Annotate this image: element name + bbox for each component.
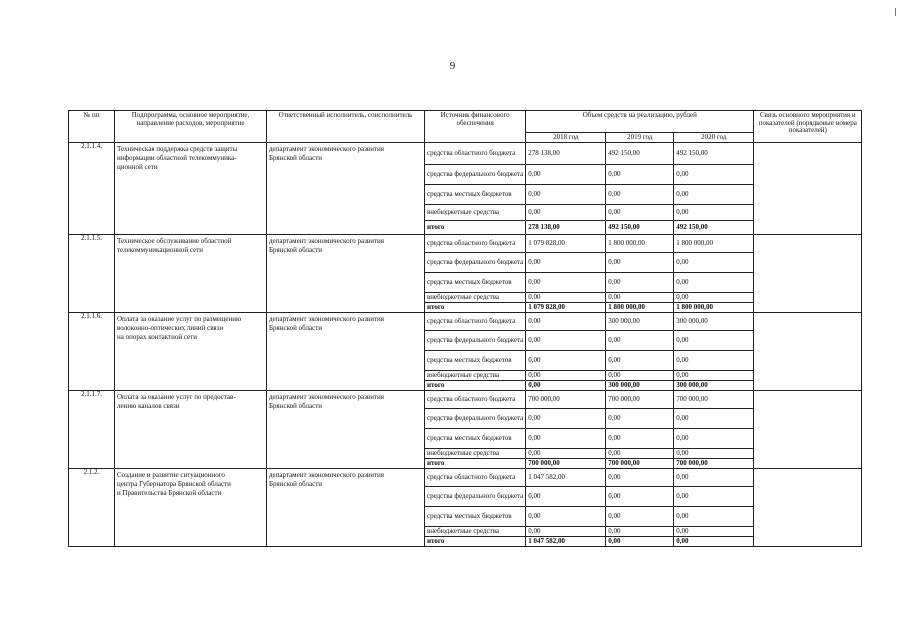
value-2020: 0,00: [674, 537, 754, 547]
funding-source: итого: [425, 303, 526, 313]
funding-source: средства местных бюджетов: [425, 351, 526, 371]
item-name-line: центра Губернатора Брянской области: [117, 480, 231, 488]
row-regional-budget: [69, 143, 862, 165]
funding-source: средства федерального бюджета: [425, 487, 526, 507]
item-name: [115, 469, 267, 547]
item-name-line: и Правительства Брянской области: [117, 489, 222, 497]
value-2018: 0,00: [526, 165, 606, 185]
funding-source: средства федерального бюджета: [425, 253, 526, 273]
row-regional-budget: [69, 469, 862, 487]
value-2019: 0,00: [606, 409, 674, 429]
value-2018: 0,00: [526, 185, 606, 205]
item-executor-line: Брянской области: [269, 246, 323, 254]
value-2020: 0,00: [674, 331, 754, 351]
value-2020: 700 000,00: [674, 459, 754, 469]
value-2018: 0,00: [526, 313, 606, 331]
value-2020: 492 150,00: [674, 143, 754, 165]
value-2018: 1 079 828,00: [526, 303, 606, 313]
header-executor: Ответственный исполнитель, соисполнитель: [267, 111, 425, 143]
header-indicators: Связь основного мероприятия и показателей (порядковые номера показателей): [754, 111, 862, 143]
item-executor-line: Брянской области: [269, 402, 323, 410]
item-indicators: [754, 143, 862, 235]
value-2018: 0,00: [526, 331, 606, 351]
item-name-line: телекоммуникационной сети: [117, 246, 204, 254]
value-2018: 0,00: [526, 293, 606, 303]
value-2020: 0,00: [674, 449, 754, 459]
value-2020: 0,00: [674, 165, 754, 185]
value-2020: 0,00: [674, 409, 754, 429]
row-regional-budget: [69, 391, 862, 409]
item-name-line: Техническое обслуживание областной: [117, 237, 232, 245]
item-name-line: Оплата за оказание услуг по размещению: [117, 315, 242, 323]
funding-source: средства местных бюджетов: [425, 507, 526, 527]
value-2020: 0,00: [674, 253, 754, 273]
item-executor-line: департамент экономического развития: [269, 393, 384, 401]
value-2018: 0,00: [526, 429, 606, 449]
value-2019: 0,00: [606, 293, 674, 303]
budget-table: [68, 110, 862, 547]
item-executor: [267, 235, 425, 313]
value-2019: 0,00: [606, 351, 674, 371]
funding-source: итого: [425, 537, 526, 547]
funding-source: внебюджетные средства: [425, 205, 526, 221]
item-indicators: [754, 235, 862, 313]
value-2019: 700 000,00: [606, 459, 674, 469]
item-executor-line: департамент экономического развития: [269, 471, 384, 479]
value-2019: 0,00: [606, 469, 674, 487]
value-2020: 0,00: [674, 351, 754, 371]
item-name: [115, 235, 267, 313]
value-2018: 0,00: [526, 409, 606, 429]
item-indicators: [754, 469, 862, 547]
item-name-line: ционной сети: [117, 163, 158, 171]
funding-source: итого: [425, 459, 526, 469]
item-executor-line: Брянской области: [269, 324, 323, 332]
funding-source: внебюджетные средства: [425, 527, 526, 537]
item-code: 2.1.1.5.: [69, 235, 115, 313]
item-executor-line: департамент экономического развития: [269, 315, 384, 323]
item-name: [115, 313, 267, 391]
item-executor-line: Брянской области: [269, 480, 323, 488]
item-executor: [267, 143, 425, 235]
value-2020: 0,00: [674, 527, 754, 537]
item-name-line: Техническая поддержка средств защиты: [117, 145, 238, 153]
value-2018: 1 079 828,00: [526, 235, 606, 253]
value-2019: 0,00: [606, 527, 674, 537]
value-2019: 1 800 000,00: [606, 303, 674, 313]
value-2020: 0,00: [674, 205, 754, 221]
value-2018: 0,00: [526, 273, 606, 293]
funding-source: средства местных бюджетов: [425, 273, 526, 293]
value-2018: 0,00: [526, 351, 606, 371]
value-2020: 0,00: [674, 371, 754, 381]
value-2020: 300 000,00: [674, 313, 754, 331]
value-2019: 1 800 000,00: [606, 235, 674, 253]
header-num: № пп: [69, 111, 115, 143]
item-name: [115, 143, 267, 235]
funding-source: средства областного бюджета: [425, 391, 526, 409]
value-2019: 0,00: [606, 429, 674, 449]
item-name-line: Оплата за оказание услуг по предостав-: [117, 393, 236, 401]
funding-source: средства федерального бюджета: [425, 409, 526, 429]
item-executor-line: департамент экономического развития: [269, 237, 384, 245]
value-2020: 492 150,00: [674, 221, 754, 235]
value-2018: 278 138,00: [526, 221, 606, 235]
item-code: 2.1.1.6.: [69, 313, 115, 391]
funding-source: средства областного бюджета: [425, 235, 526, 253]
value-2018: 0,00: [526, 507, 606, 527]
item-executor: [267, 313, 425, 391]
value-2020: 0,00: [674, 469, 754, 487]
value-2019: 700 000,00: [606, 391, 674, 409]
page-edge-mark: [895, 8, 896, 16]
item-indicators: [754, 313, 862, 391]
value-2018: 0,00: [526, 527, 606, 537]
value-2018: 0,00: [526, 205, 606, 221]
funding-source: внебюджетные средства: [425, 371, 526, 381]
funding-source: внебюджетные средства: [425, 449, 526, 459]
value-2018: 700 000,00: [526, 459, 606, 469]
value-2018: 0,00: [526, 449, 606, 459]
item-code: 2.1.1.7.: [69, 391, 115, 469]
funding-source: средства областного бюджета: [425, 469, 526, 487]
value-2018: 0,00: [526, 253, 606, 273]
funding-source: средства местных бюджетов: [425, 185, 526, 205]
value-2019: 0,00: [606, 205, 674, 221]
value-2019: 492 150,00: [606, 143, 674, 165]
header-name: Подпрограмма, основное мероприятие, направление расходов, мероприятие: [115, 111, 267, 143]
funding-source: средства областного бюджета: [425, 143, 526, 165]
funding-source: итого: [425, 221, 526, 235]
value-2019: 0,00: [606, 253, 674, 273]
value-2018: 278 138,00: [526, 143, 606, 165]
value-2019: 0,00: [606, 165, 674, 185]
header-year-2018: 2018 год: [526, 133, 606, 143]
item-name-line: лению каналов связи: [117, 402, 180, 410]
value-2020: 700 000,00: [674, 391, 754, 409]
funding-source: средства областного бюджета: [425, 313, 526, 331]
value-2018: 0,00: [526, 487, 606, 507]
value-2019: 300 000,00: [606, 313, 674, 331]
item-name-line: информации областной телекоммуника-: [117, 154, 237, 162]
row-regional-budget: [69, 235, 862, 253]
value-2019: 492 150,00: [606, 221, 674, 235]
item-executor-line: Брянской области: [269, 154, 323, 162]
value-2018: 1 047 582,00: [526, 537, 606, 547]
item-code: 2.1.2.: [69, 469, 115, 547]
item-name-line: на опорах контактной сети: [117, 333, 197, 341]
value-2019: 300 000,00: [606, 381, 674, 391]
value-2020: 0,00: [674, 293, 754, 303]
value-2019: 0,00: [606, 371, 674, 381]
header-volume: Объем средств на реализацию, рублей: [526, 111, 754, 133]
value-2019: 0,00: [606, 449, 674, 459]
value-2020: 0,00: [674, 507, 754, 527]
page-number: 9: [449, 60, 456, 72]
value-2018: 0,00: [526, 371, 606, 381]
value-2019: 0,00: [606, 331, 674, 351]
value-2020: 0,00: [674, 487, 754, 507]
value-2018: 0,00: [526, 381, 606, 391]
funding-source: внебюджетные средства: [425, 293, 526, 303]
row-regional-budget: [69, 313, 862, 331]
value-2019: 0,00: [606, 273, 674, 293]
header-year-2020: 2020 год: [674, 133, 754, 143]
value-2020: 1 800 000,00: [674, 303, 754, 313]
funding-source: средства федерального бюджета: [425, 331, 526, 351]
value-2020: 1 800 000,00: [674, 235, 754, 253]
item-executor: [267, 469, 425, 547]
value-2019: 0,00: [606, 507, 674, 527]
table-body: [69, 143, 862, 547]
header-year-2019: 2019 год: [606, 133, 674, 143]
value-2019: 0,00: [606, 537, 674, 547]
item-executor-line: департамент экономического развития: [269, 145, 384, 153]
value-2018: 700 000,00: [526, 391, 606, 409]
item-name: [115, 391, 267, 469]
value-2020: 0,00: [674, 273, 754, 293]
value-2018: 1 047 582,00: [526, 469, 606, 487]
item-name-line: волоконно-оптических линий связи: [117, 324, 224, 332]
item-code: 2.1.1.4.: [69, 143, 115, 235]
item-executor: [267, 391, 425, 469]
value-2020: 300 000,00: [674, 381, 754, 391]
value-2019: 0,00: [606, 487, 674, 507]
funding-source: итого: [425, 381, 526, 391]
item-indicators: [754, 391, 862, 469]
value-2020: 0,00: [674, 429, 754, 449]
value-2020: 0,00: [674, 185, 754, 205]
funding-source: средства федерального бюджета: [425, 165, 526, 185]
item-name-line: Создание и развитие ситуационного: [117, 471, 225, 479]
value-2019: 0,00: [606, 185, 674, 205]
header-sources: Источник финансового обеспечения: [425, 111, 526, 143]
funding-source: средства местных бюджетов: [425, 429, 526, 449]
